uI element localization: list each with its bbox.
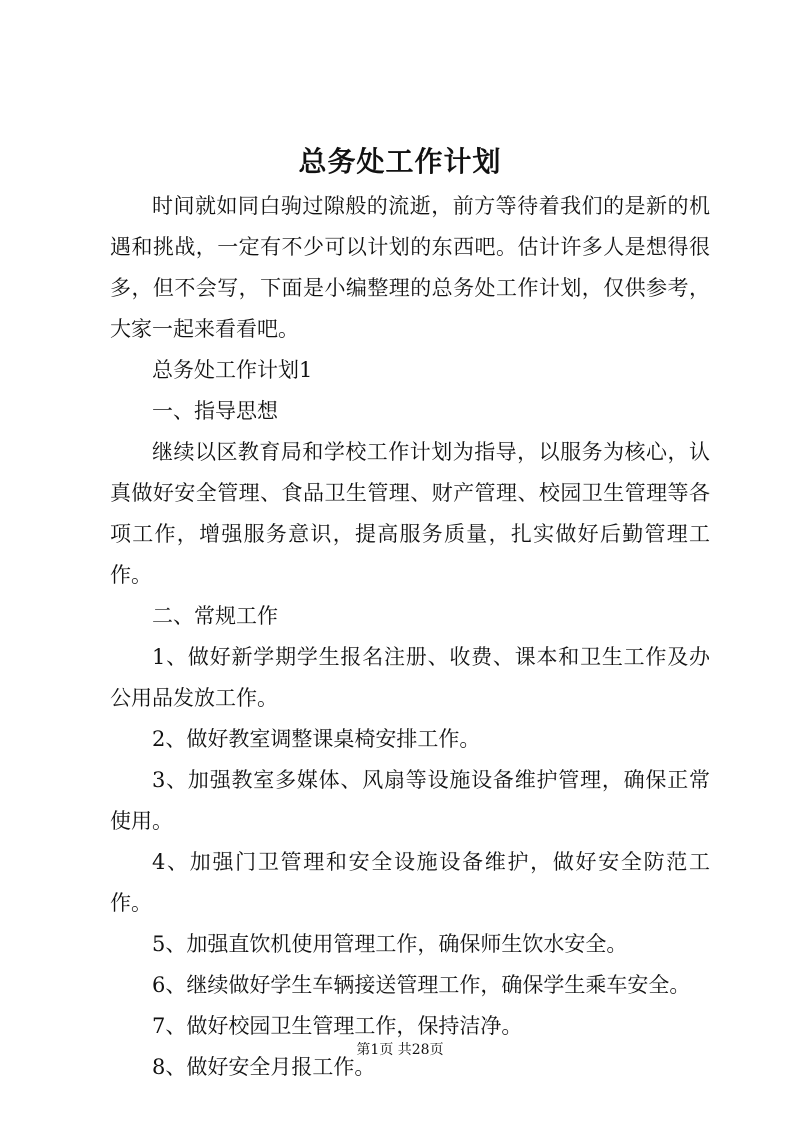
list-item: 1、做好新学期学生报名注册、收费、课本和卫生工作及办公用品发放工作。	[110, 645, 710, 710]
page-indicator: 第1页 共28页	[356, 1042, 444, 1058]
intro-paragraph: 时间就如同白驹过隙般的流逝，前方等待着我们的是新的机遇和挑战，一定有不少可以计划的东西吧。估计许多人是想得很多，但不会写，下面是小编整理的总务处工作计划，仅供参考，大家一起来看看吧。	[110, 194, 710, 341]
list-item: 4、加强门卫管理和安全设施设备维护，做好安全防范工作。	[110, 850, 710, 915]
list-item: 3、加强教室多媒体、风扇等设施设备维护管理，确保正常使用。	[110, 768, 710, 833]
guiding-ideology-paragraph: 继续以区教育局和学校工作计划为指导，以服务为核心，认真做好安全管理、食品卫生管理、财产管理、校园卫生管理等各项工作，增强服务意识，提高服务质量，扎实做好后勤管理工作。	[110, 440, 710, 587]
plan-heading: 总务处工作计划1	[152, 358, 313, 382]
section-heading-guiding-ideology: 一、指导思想	[152, 399, 278, 423]
document-title: 总务处工作计划	[298, 145, 502, 178]
section-heading-routine-work: 二、常规工作	[152, 604, 278, 628]
list-item: 8、做好安全月报工作。	[152, 1055, 376, 1079]
list-item: 6、继续做好学生车辆接送管理工作，确保学生乘车安全。	[152, 973, 691, 997]
document-body	[110, 186, 710, 1088]
list-item: 2、做好教室调整课桌椅安排工作。	[152, 727, 481, 751]
list-item: 5、加强直饮机使用管理工作，确保师生饮水安全。	[152, 932, 628, 956]
list-item: 7、做好校园卫生管理工作，保持洁净。	[152, 1014, 523, 1038]
